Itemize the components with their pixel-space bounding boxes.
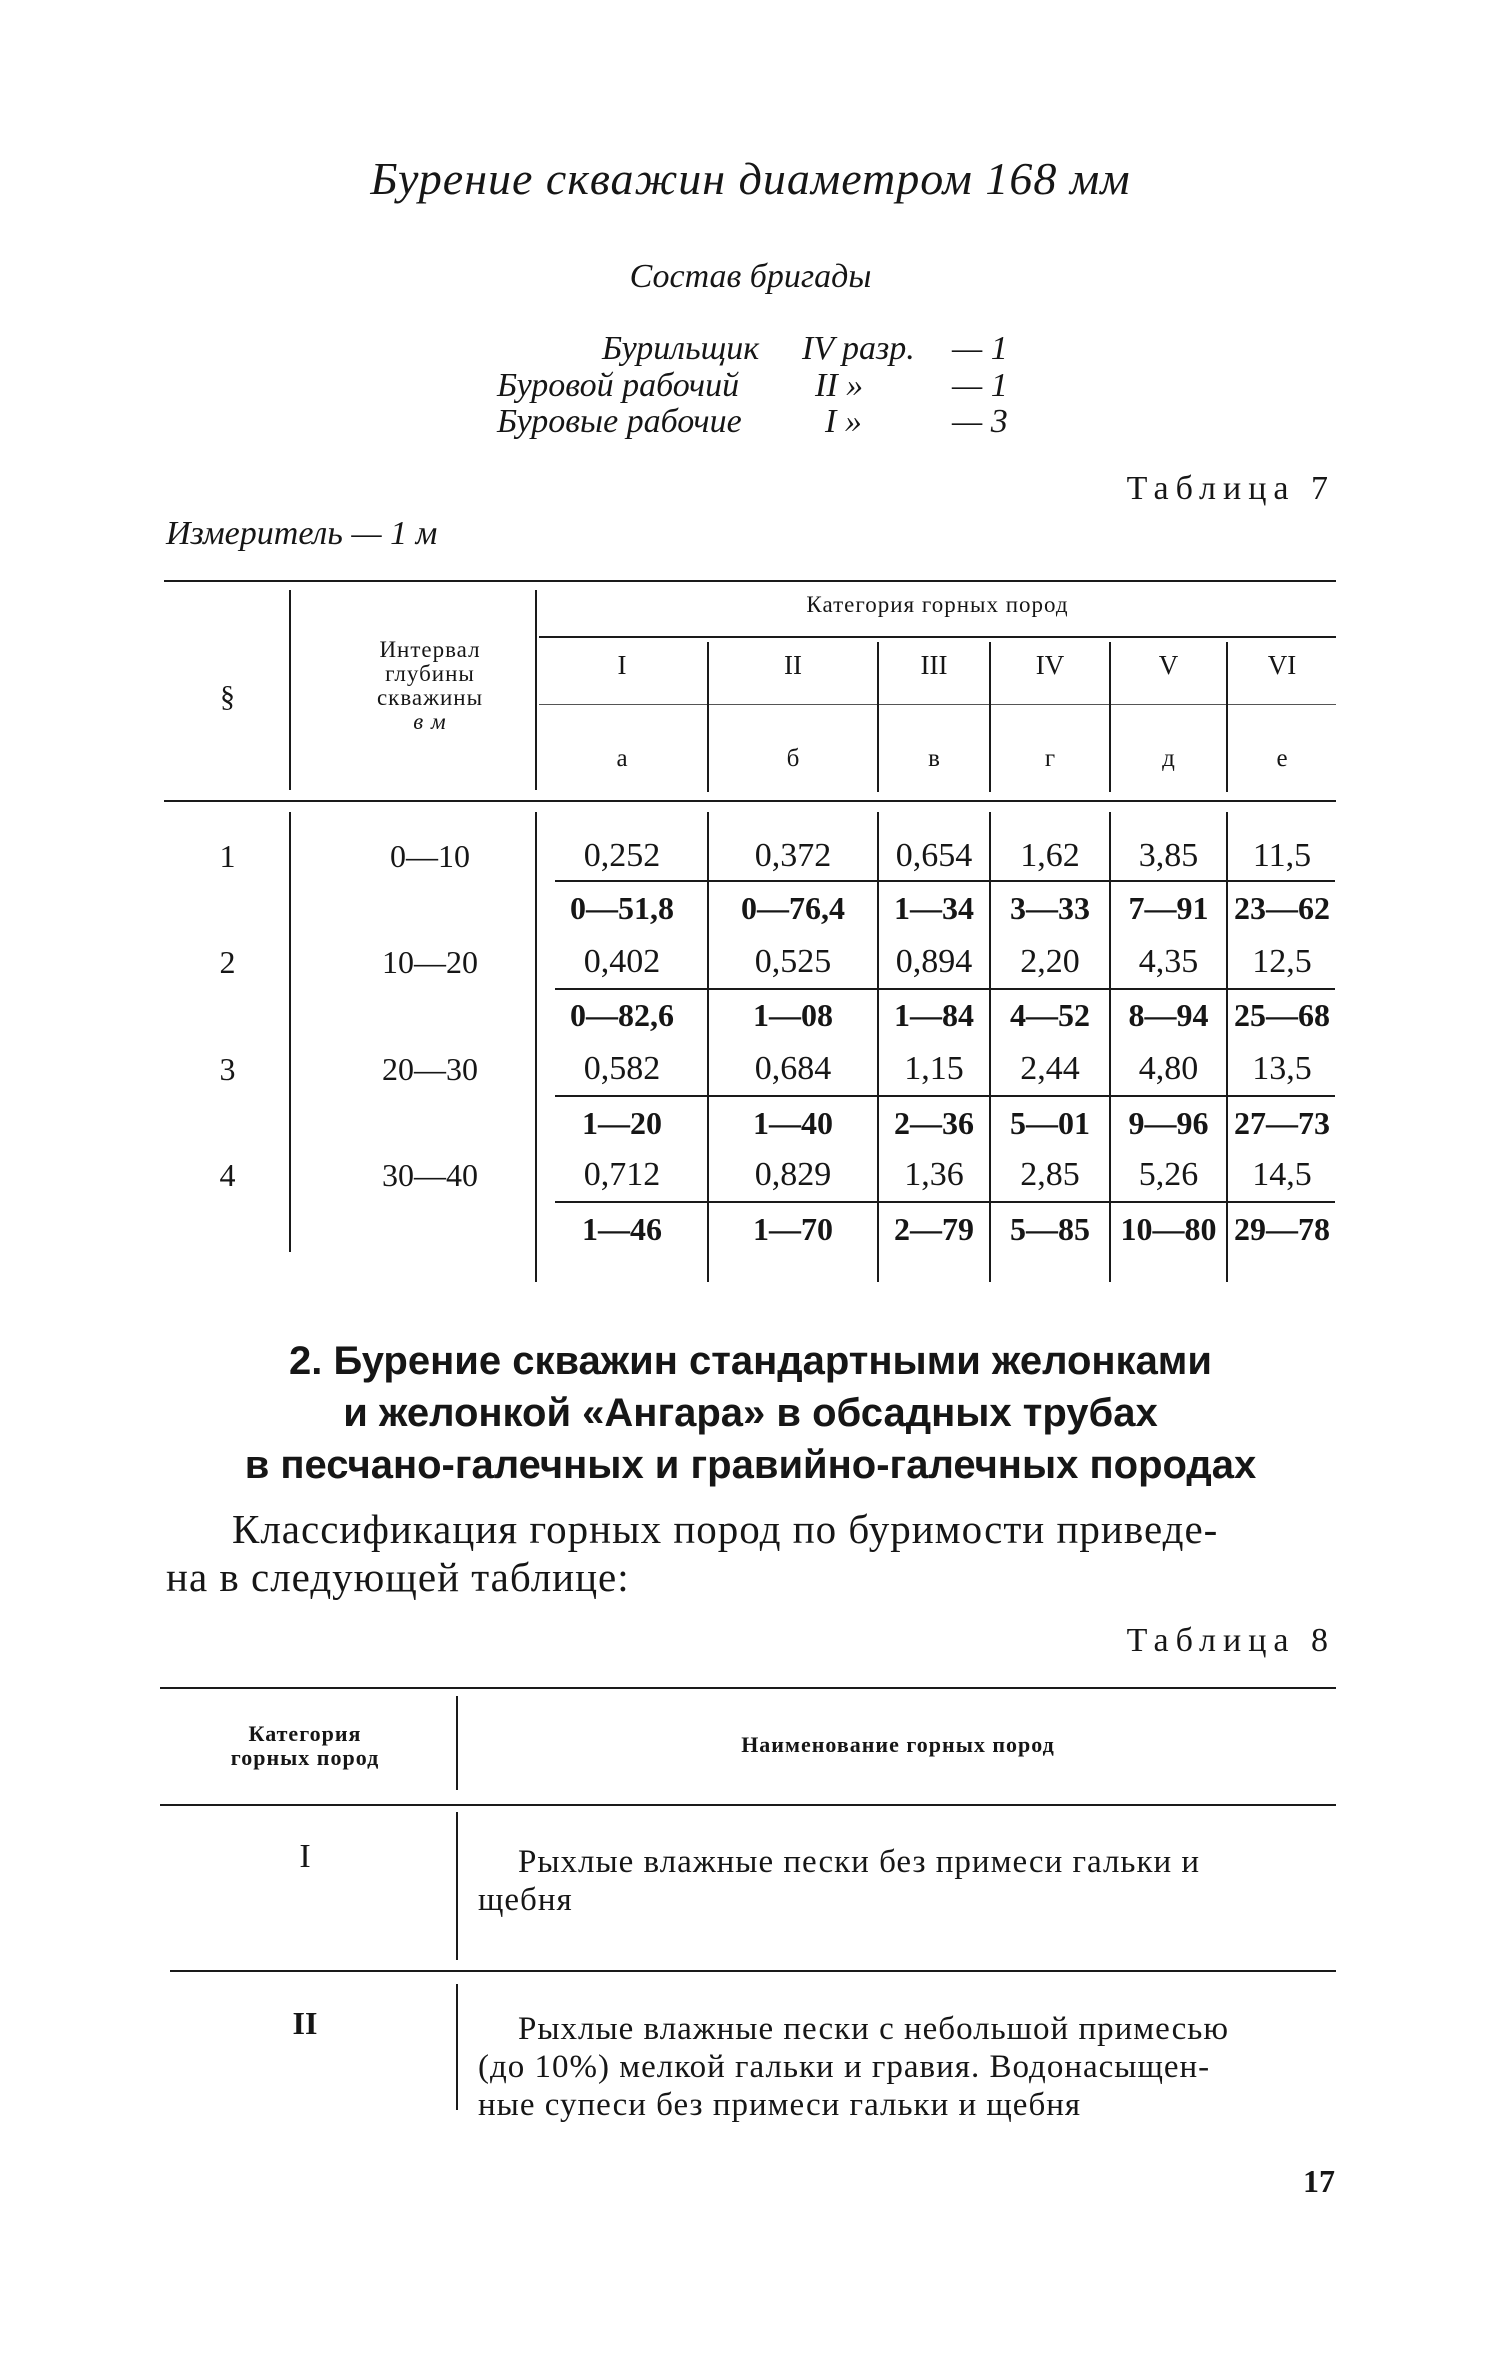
table8-vline bbox=[456, 1984, 458, 2110]
rock-description-line: (до 10%) мелкой гальки и гравия. Водонасыщен- bbox=[478, 2049, 1211, 2085]
interval-header-line: Интервал bbox=[379, 637, 481, 662]
price-cell: 7—91 bbox=[1128, 890, 1209, 926]
price-cell: 1—46 bbox=[582, 1211, 662, 1247]
row-number: 3 bbox=[219, 1051, 236, 1087]
price-cell: 2—36 bbox=[894, 1105, 974, 1141]
price-cell: 25—68 bbox=[1234, 997, 1330, 1033]
crew-qty: — 1 bbox=[952, 330, 1008, 367]
norm-cell: 11,5 bbox=[1252, 837, 1312, 874]
crew-role: Буровой рабочий bbox=[497, 367, 740, 404]
norm-cell: 0,372 bbox=[754, 837, 832, 874]
norm-cell: 0,525 bbox=[754, 943, 832, 980]
rock-description-line: ные супеси без примеси гальки и щебня bbox=[478, 2087, 1082, 2123]
category-header: Категория горных пород bbox=[806, 592, 1069, 617]
cat-header: IV bbox=[1035, 650, 1065, 680]
price-cell: 3—33 bbox=[1010, 890, 1090, 926]
norm-cell: 0,894 bbox=[895, 943, 973, 980]
category-col-header-line: горных пород bbox=[230, 1745, 380, 1770]
row-number: 1 bbox=[219, 838, 236, 874]
crew-grade: I » bbox=[825, 403, 862, 440]
table8-header-rule bbox=[160, 1804, 1336, 1806]
table8-top-rule bbox=[160, 1687, 1336, 1689]
price-cell: 0—51,8 bbox=[570, 890, 674, 926]
price-cell: 1—40 bbox=[753, 1105, 833, 1141]
price-cell: 29—78 bbox=[1234, 1211, 1330, 1247]
price-cell: 10—80 bbox=[1120, 1211, 1217, 1247]
price-cell: 8—94 bbox=[1128, 997, 1209, 1033]
crew-grade: II » bbox=[815, 367, 864, 404]
price-cell: 1—20 bbox=[582, 1105, 662, 1141]
col-letter: а bbox=[616, 745, 628, 772]
norm-cell: 2,85 bbox=[1020, 1156, 1080, 1193]
price-cell: 1—70 bbox=[753, 1211, 833, 1247]
cat-header: II bbox=[784, 650, 802, 680]
col-letter: е bbox=[1276, 745, 1288, 772]
price-cell: 0—82,6 bbox=[570, 997, 674, 1033]
crew-role: Буровые рабочие bbox=[497, 403, 742, 440]
price-cell: 1—84 bbox=[894, 997, 974, 1033]
cat-header: V bbox=[1158, 650, 1179, 680]
price-cell: 1—34 bbox=[894, 890, 974, 926]
crew-grade: IV разр. bbox=[802, 330, 915, 367]
price-cell: 23—62 bbox=[1234, 890, 1330, 926]
norm-cell: 12,5 bbox=[1252, 943, 1312, 980]
interval-header-line: в м bbox=[413, 709, 447, 734]
section-heading-line: 2. Бурение скважин стандартными желонками bbox=[289, 1339, 1212, 1383]
norm-cell: 0,582 bbox=[583, 1050, 661, 1087]
col-letter: б bbox=[786, 745, 800, 772]
price-cell: 4—52 bbox=[1010, 997, 1090, 1033]
crew-qty: — 3 bbox=[952, 403, 1008, 440]
rock-description-line: Рыхлые влажные пески без примеси гальки и bbox=[518, 1844, 1201, 1880]
row-interval: 30—40 bbox=[382, 1157, 478, 1193]
category-cell: II bbox=[292, 2005, 318, 2041]
norm-cell: 13,5 bbox=[1252, 1050, 1312, 1087]
rock-description-line: Рыхлые влажные пески с небольшой примесью bbox=[518, 2011, 1229, 2047]
col-letter: в bbox=[928, 745, 940, 772]
row-number: 4 bbox=[219, 1157, 236, 1193]
norm-cell: 0,654 bbox=[895, 837, 973, 874]
norm-cell: 1,62 bbox=[1020, 837, 1080, 874]
paragraph-line: на в следующей таблице: bbox=[166, 1554, 630, 1600]
category-col-header bbox=[160, 1722, 450, 1770]
norm-cell: 5,26 bbox=[1138, 1156, 1199, 1193]
cat-header: I bbox=[617, 650, 627, 680]
interval-header-line: скважины bbox=[376, 685, 484, 710]
norm-cell: 4,35 bbox=[1138, 943, 1199, 980]
row-number: 2 bbox=[219, 944, 236, 980]
cat-header: VI bbox=[1267, 650, 1297, 680]
price-cell: 9—96 bbox=[1128, 1105, 1209, 1141]
page-title: Бурение скважин диаметром 168 мм bbox=[370, 153, 1131, 204]
price-cell: 5—85 bbox=[1010, 1211, 1090, 1247]
table8-vline bbox=[456, 1812, 458, 1960]
price-cell: 1—08 bbox=[753, 997, 833, 1033]
norm-cell: 1,36 bbox=[904, 1156, 964, 1193]
table7-unit: Измеритель — 1 м bbox=[166, 515, 438, 552]
row-interval: 20—30 bbox=[382, 1051, 478, 1087]
section-heading-line: и желонкой «Ангара» в обсадных трубах bbox=[343, 1391, 1158, 1435]
rock-description-line: щебня bbox=[478, 1882, 573, 1918]
table8-row-rule bbox=[170, 1970, 1336, 1972]
norm-cell: 0,712 bbox=[583, 1156, 661, 1193]
table8-vline bbox=[456, 1696, 458, 1790]
table7-label: Таблица 7 bbox=[1126, 470, 1335, 507]
price-cell: 0—76,4 bbox=[741, 890, 845, 926]
col-letter: г bbox=[1044, 745, 1056, 772]
row-interval: 10—20 bbox=[382, 944, 478, 980]
norm-cell: 0,402 bbox=[583, 943, 661, 980]
norm-cell: 0,684 bbox=[754, 1050, 832, 1087]
name-col-header: Наименование горных пород bbox=[741, 1732, 1055, 1757]
category-col-header-line: Категория bbox=[248, 1721, 362, 1746]
table8-label: Таблица 8 bbox=[1126, 1622, 1335, 1659]
row-interval: 0—10 bbox=[390, 838, 470, 874]
crew-qty: — 1 bbox=[952, 367, 1008, 404]
crew-role: Бурильщик bbox=[602, 330, 760, 367]
norm-cell: 2,20 bbox=[1020, 943, 1080, 980]
crew-title: Состав бригады bbox=[629, 258, 872, 295]
norm-cell: 2,44 bbox=[1020, 1050, 1080, 1087]
interval-header-line: глубины bbox=[385, 661, 475, 686]
norm-cell: 14,5 bbox=[1252, 1156, 1312, 1193]
norm-cell: 0,829 bbox=[754, 1156, 832, 1193]
category-cell: I bbox=[299, 1838, 311, 1875]
norm-cell: 3,85 bbox=[1138, 837, 1199, 874]
cat-header: III bbox=[920, 650, 948, 680]
price-cell: 2—79 bbox=[894, 1211, 974, 1247]
price-cell: 5—01 bbox=[1010, 1105, 1090, 1141]
section-heading-line: в песчано-галечных и гравийно-галечных породах bbox=[244, 1443, 1257, 1487]
norm-cell: 1,15 bbox=[904, 1050, 964, 1087]
price-cell: 27—73 bbox=[1234, 1105, 1330, 1141]
norm-cell: 4,80 bbox=[1138, 1050, 1199, 1087]
norm-cell: 0,252 bbox=[583, 837, 661, 874]
section-header: § bbox=[220, 680, 235, 713]
paragraph-line: Классификация горных пород по буримости приведе- bbox=[232, 1506, 1219, 1552]
col-letter: д bbox=[1162, 745, 1175, 772]
page-number: 17 bbox=[1303, 2163, 1335, 2199]
